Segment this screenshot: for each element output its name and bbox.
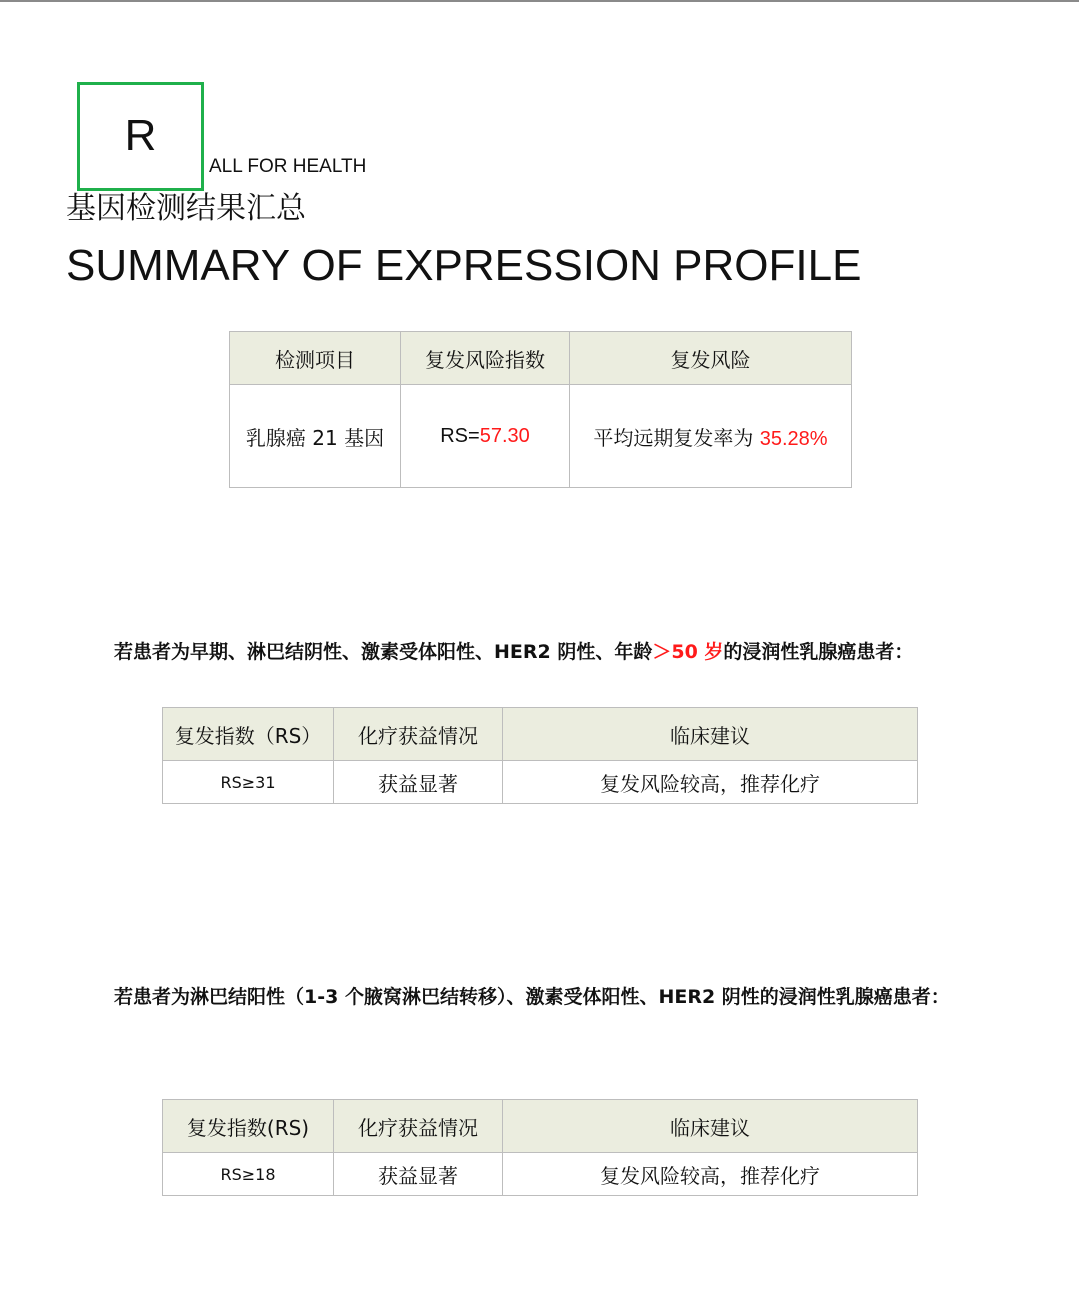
risk-cell [570, 385, 852, 488]
test-item-cell: 乳腺癌 21 基因 [230, 385, 401, 488]
table-row [163, 761, 918, 804]
benefit-cell: 获益显著 [334, 761, 503, 804]
header-cell: 化疗获益情况 [334, 1100, 503, 1153]
section2-table [162, 1099, 918, 1196]
logo-letter: R [124, 111, 157, 160]
header-cell: 化疗获益情况 [334, 708, 503, 761]
header-cell: 复发指数（RS） [163, 708, 334, 761]
condition-text-end: 的浸润性乳腺癌患者： [723, 641, 914, 663]
header-cell: 检测项目 [230, 332, 401, 385]
logo [77, 82, 204, 191]
table-row [230, 385, 852, 488]
condition-text: 若患者为早期、淋巴结阴性、激素受体阳性、HER2 阴性、年龄 [114, 641, 653, 663]
table-header-row [230, 332, 852, 385]
benefit-cell: 获益显著 [334, 1153, 503, 1196]
table-row [163, 1153, 918, 1196]
rs-threshold-cell: RS≥18 [163, 1153, 334, 1196]
rs-prefix: RS= [440, 424, 480, 447]
page-title-en: SUMMARY OF EXPRESSION PROFILE [66, 241, 862, 290]
page-title-cn: 基因检测结果汇总 [66, 191, 306, 226]
risk-value: 35.28% [759, 427, 828, 450]
rs-threshold-cell: RS≥31 [163, 761, 334, 804]
section2-condition: 若患者为淋巴结阳性（1-3 个腋窝淋巴结转移）、激素受体阳性、HER2 阴性的浸润性乳腺癌患者： [114, 986, 950, 1008]
risk-prefix: 平均远期复发率为 [593, 425, 760, 450]
header-cell: 临床建议 [503, 1100, 918, 1153]
header-cell: 复发指数(RS) [163, 1100, 334, 1153]
tagline: ALL FOR HEALTH [209, 156, 367, 177]
recommendation-cell: 复发风险较高，推荐化疗 [503, 761, 918, 804]
rs-cell [401, 385, 570, 488]
table-header-row [163, 1100, 918, 1153]
header-cell: 复发风险指数 [401, 332, 570, 385]
header-cell: 临床建议 [503, 708, 918, 761]
recommendation-cell: 复发风险较高，推荐化疗 [503, 1153, 918, 1196]
summary-table [229, 331, 852, 488]
page-top-border [0, 0, 1079, 2]
age-highlight: ＞50 岁 [652, 641, 724, 663]
rs-value: 57.30 [479, 424, 530, 447]
section1-condition [114, 638, 984, 667]
table-header-row [163, 708, 918, 761]
section1-table [162, 707, 918, 804]
header-cell: 复发风险 [570, 332, 852, 385]
